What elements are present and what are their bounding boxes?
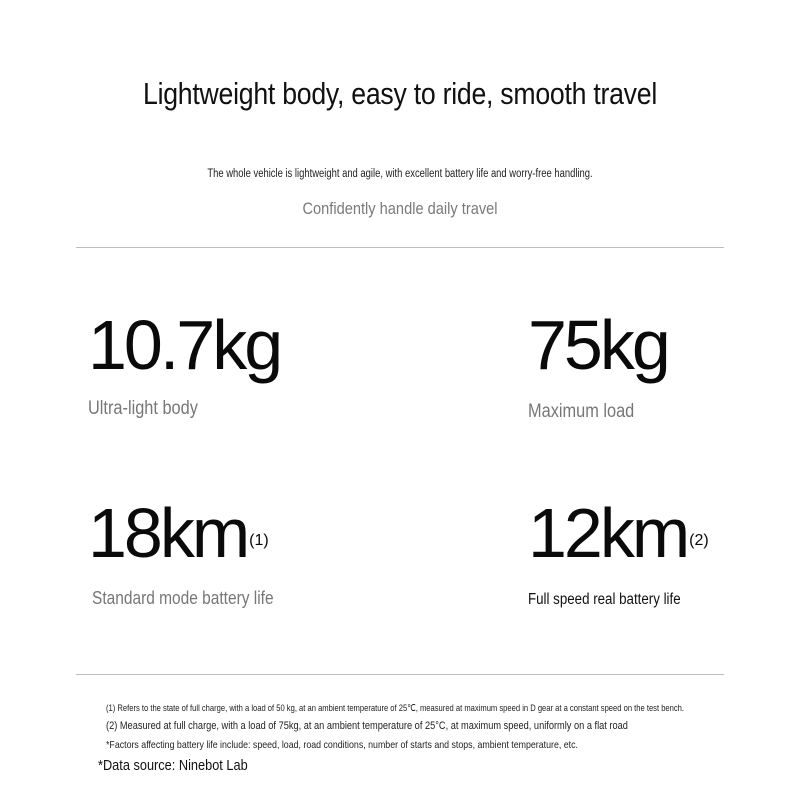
data-source-text: *Data source: Ninebot Lab (98, 758, 248, 774)
spec-value-text: 18km (88, 494, 248, 572)
description-text: The whole vehicle is lightweight and agile, with excellent battery life and worry-free handling. (207, 168, 593, 180)
spec-label-max-load: Maximum load (528, 401, 635, 422)
spec-value-text: 10.7kg (88, 306, 281, 384)
footnote-3: *Factors affecting battery life include: speed, load, road conditions, number of starts and stops, ambient temperature, etc. (106, 739, 578, 751)
spec-value-text: 75kg (528, 306, 668, 384)
divider-bottom (76, 674, 724, 675)
spec-value-full-speed-range (528, 494, 709, 572)
spec-label-full-speed-range: Full speed real battery life (528, 591, 681, 608)
footnote-2: (2) Measured at full charge, with a load of 75kg, at an ambient temperature of 25°C, at maximum speed, uniformly on a flat road (106, 720, 628, 732)
footnote-1: (1) Refers to the state of full charge, with a load of 50 kg, at an ambient temperature of 25℃, measured at maximum speed in D gear at a constant speed on the test bench. (106, 703, 685, 714)
page-title: Lightweight body, easy to ride, smooth travel (143, 76, 657, 111)
tagline-text: Confidently handle daily travel (302, 199, 498, 218)
footnote-ref-2: (2) (689, 532, 709, 549)
spec-label-standard-range: Standard mode battery life (92, 588, 274, 608)
spec-value-text: 12km (528, 494, 688, 572)
spec-value-weight (88, 306, 281, 384)
spec-value-standard-range (88, 494, 269, 572)
spec-value-max-load (528, 306, 668, 384)
spec-label-weight: Ultra-light body (88, 398, 198, 419)
footnote-ref-1: (1) (249, 532, 269, 549)
divider-top (76, 247, 724, 248)
